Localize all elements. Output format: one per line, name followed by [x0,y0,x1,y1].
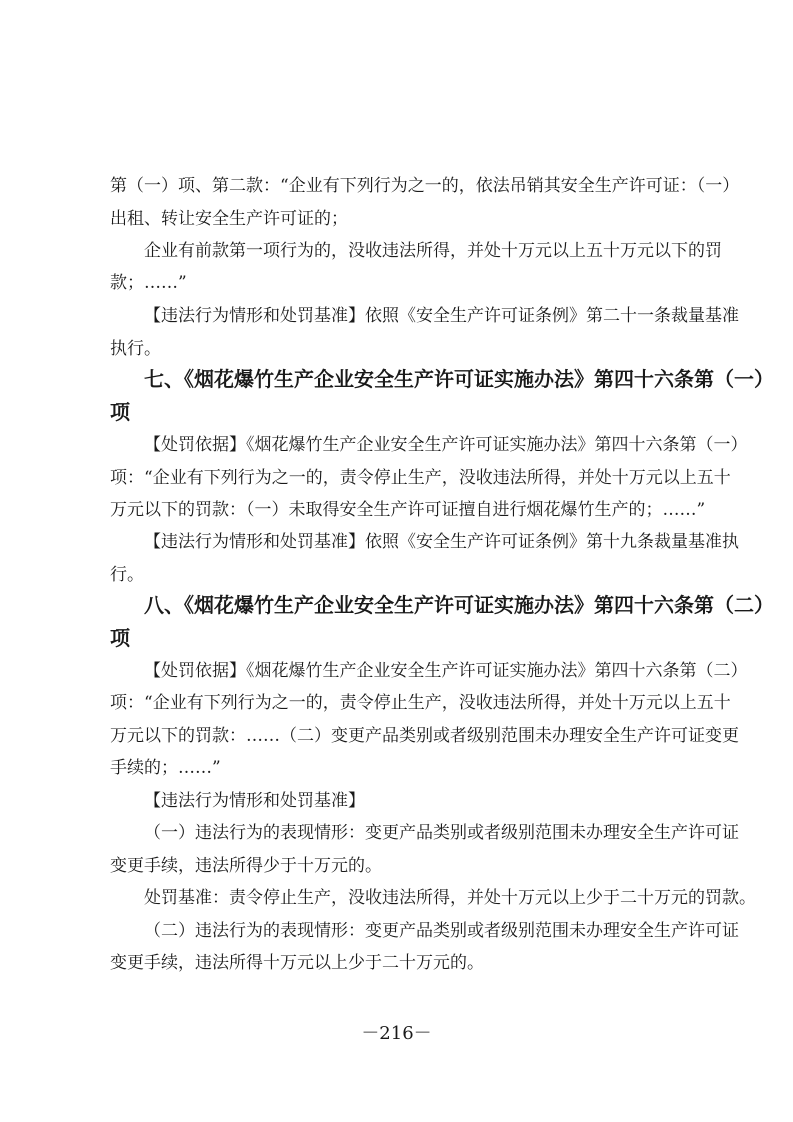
paragraph-line: 【处罚依据】《烟花爆竹生产企业安全生产许可证实施办法》第四十六条第（二） [144,661,748,681]
paragraph-line: 【违法行为情形和处罚基准】依照《安全生产许可证条例》第二十一条裁量基准 [144,306,739,326]
paragraph-line: 行。 [110,565,144,585]
paragraph-line: 手续的；……” [110,758,221,778]
paragraph-line: 【处罚依据】《烟花爆竹生产企业安全生产许可证实施办法》第四十六条第（一） [144,435,748,455]
paragraph-line: 变更手续，违法所得少于十万元的。 [110,856,382,876]
section-heading: 七、《烟花爆竹生产企业安全生产许可证实施办法》第四十六条第（一） [144,367,774,391]
section-heading-continued: 项 [110,626,130,650]
paragraph-line: 变更手续，违法所得十万元以上少于二十万元的。 [110,953,484,973]
paragraph-line: 项：“企业有下列行为之一的，责令停止生产，没收违法所得，并处十万元以上五十 [110,693,731,713]
paragraph-line: 第（一）项、第二款：“企业有下列行为之一的，依法吊销其安全生产许可证：（一） [110,176,740,196]
paragraph-line: 万元以下的罚款：（一）未取得安全生产许可证擅自进行烟花爆竹生产的；……” [110,500,706,520]
paragraph-line: （一）违法行为的表现情形：变更产品类别或者级别范围未办理安全生产许可证 [144,823,739,843]
paragraph-line: 出租、转让安全生产许可证的； [110,209,348,229]
section-heading-continued: 项 [110,400,130,424]
paragraph-line: 【违法行为情形和处罚基准】依照《安全生产许可证条例》第十九条裁量基准执 [144,532,739,552]
paragraph-line: 万元以下的罚款：……（二）变更产品类别或者级别范围未办理安全生产许可证变更 [110,726,739,746]
paragraph-line: 企业有前款第一项行为的，没收违法所得，并处十万元以上五十万元以下的罚 [144,241,722,261]
paragraph-line: 款；……” [110,273,187,293]
section-heading: 八、《烟花爆竹生产企业安全生产许可证实施办法》第四十六条第（二） [144,593,774,617]
paragraph-line: 执行。 [110,339,161,359]
paragraph-line: 处罚基准：责令停止生产，没收违法所得，并处十万元以上少于二十万元的罚款。 [144,888,756,908]
subsection-label: 【违法行为情形和处罚基准】 [144,791,365,811]
page-number: －216－ [361,1023,432,1044]
paragraph-line: 项：“企业有下列行为之一的，责令停止生产，没收违法所得，并处十万元以上五十 [110,468,731,488]
paragraph-line: （二）违法行为的表现情形：变更产品类别或者级别范围未办理安全生产许可证 [144,921,739,941]
